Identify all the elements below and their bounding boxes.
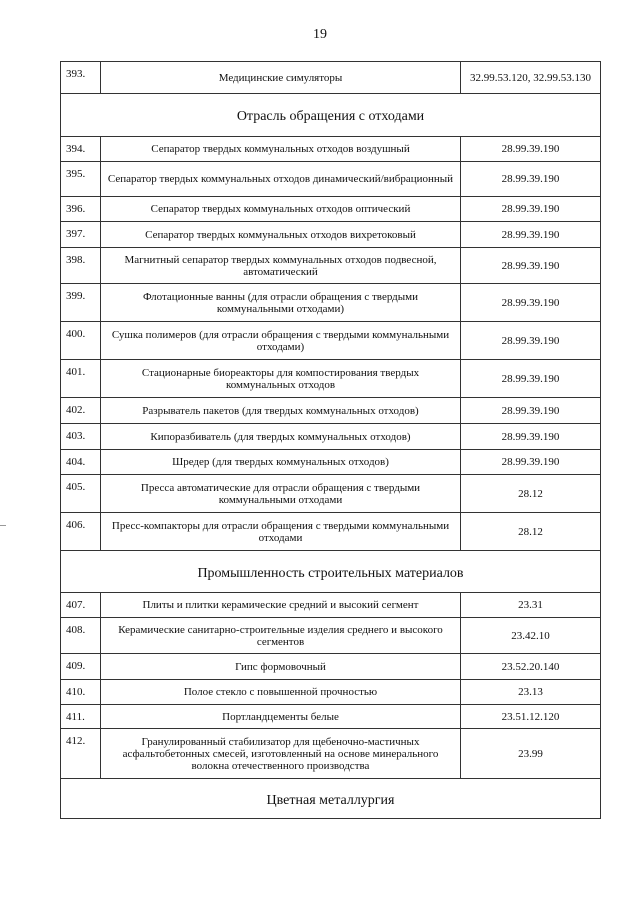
row-number: 394. xyxy=(61,137,101,162)
table-row xyxy=(61,705,601,729)
row-number: 401. xyxy=(61,360,101,398)
table-row xyxy=(61,618,601,654)
table-row xyxy=(61,248,601,284)
product-name: Сушка полимеров (для отрасли обращения с твердыми коммунальными отходами) xyxy=(101,322,461,360)
section-title: Промышленность строительных материалов xyxy=(61,551,601,593)
table-row xyxy=(61,654,601,680)
table-row xyxy=(61,680,601,705)
row-number: 395. xyxy=(61,162,101,197)
table-row xyxy=(61,162,601,197)
row-number: 398. xyxy=(61,248,101,284)
product-name: Гипс формовочный xyxy=(101,654,461,680)
table-row xyxy=(61,398,601,424)
okpd-code: 28.99.39.190 xyxy=(461,322,601,360)
table-row xyxy=(61,137,601,162)
product-name: Флотационные ванны (для отрасли обращения с твердыми коммунальными отходами) xyxy=(101,284,461,322)
row-number: 407. xyxy=(61,593,101,618)
okpd-code: 28.99.39.190 xyxy=(461,222,601,248)
table-row xyxy=(61,475,601,513)
okpd-code: 28.99.39.190 xyxy=(461,398,601,424)
section-title: Отрасль обращения с отходами xyxy=(61,94,601,137)
okpd-code: 23.99 xyxy=(461,729,601,779)
row-number: 402. xyxy=(61,398,101,424)
product-name: Плиты и плитки керамические средний и высокий сегмент xyxy=(101,593,461,618)
okpd-code: 28.99.39.190 xyxy=(461,360,601,398)
okpd-code: 28.12 xyxy=(461,513,601,551)
product-name: Пресс-компакторы для отрасли обращения с твердыми коммунальными отходами xyxy=(101,513,461,551)
okpd-code: 28.99.39.190 xyxy=(461,248,601,284)
product-name: Пресса автоматические для отрасли обращения с твердыми коммунальными отходами xyxy=(101,475,461,513)
product-name: Кипоразбиватель (для твердых коммунальных отходов) xyxy=(101,424,461,450)
row-number: 393. xyxy=(61,62,101,94)
product-name: Сепаратор твердых коммунальных отходов вихретоковый xyxy=(101,222,461,248)
okpd-code: 28.99.39.190 xyxy=(461,137,601,162)
page-number: 19 xyxy=(313,27,327,42)
okpd-code: 28.99.39.190 xyxy=(461,284,601,322)
table-row xyxy=(61,322,601,360)
okpd-code: 28.99.39.190 xyxy=(461,197,601,222)
products-table xyxy=(60,61,601,819)
row-number: 411. xyxy=(61,705,101,729)
row-number: 408. xyxy=(61,618,101,654)
product-name: Шредер (для твердых коммунальных отходов) xyxy=(101,450,461,475)
table-row xyxy=(61,284,601,322)
table-row xyxy=(61,729,601,779)
okpd-code: 32.99.53.120, 32.99.53.130 xyxy=(461,62,601,94)
okpd-code: 23.51.12.120 xyxy=(461,705,601,729)
row-number: 400. xyxy=(61,322,101,360)
okpd-code: 28.12 xyxy=(461,475,601,513)
product-name: Гранулированный стабилизатор для щебеночно-мастичных асфальтобетонных смесей, изготовленный на основе минерального волокна отечественного производства xyxy=(101,729,461,779)
table-row xyxy=(61,197,601,222)
okpd-code: 23.42.10 xyxy=(461,618,601,654)
row-number: 410. xyxy=(61,680,101,705)
product-name: Полое стекло с повышенной прочностью xyxy=(101,680,461,705)
products-table-container xyxy=(60,61,600,819)
okpd-code: 23.31 xyxy=(461,593,601,618)
product-name: Магнитный сепаратор твердых коммунальных отходов подвесной, автоматический xyxy=(101,248,461,284)
table-row xyxy=(61,222,601,248)
okpd-code: 23.52.20.140 xyxy=(461,654,601,680)
product-name: Керамические санитарно-строительные изделия среднего и высокого сегментов xyxy=(101,618,461,654)
row-number: 396. xyxy=(61,197,101,222)
row-number: 397. xyxy=(61,222,101,248)
okpd-code: 23.13 xyxy=(461,680,601,705)
table-row xyxy=(61,450,601,475)
table-row xyxy=(61,360,601,398)
table-row xyxy=(61,424,601,450)
okpd-code: 28.99.39.190 xyxy=(461,450,601,475)
table-row xyxy=(61,593,601,618)
row-number: 399. xyxy=(61,284,101,322)
row-number: 409. xyxy=(61,654,101,680)
products-table-body xyxy=(61,62,601,819)
row-number: 412. xyxy=(61,729,101,779)
row-number: 404. xyxy=(61,450,101,475)
product-name: Портландцементы белые xyxy=(101,705,461,729)
margin-mark xyxy=(0,525,6,526)
section-row xyxy=(61,779,601,819)
table-row xyxy=(61,513,601,551)
product-name: Стационарные биореакторы для компостирования твердых коммунальных отходов xyxy=(101,360,461,398)
row-number: 405. xyxy=(61,475,101,513)
row-number: 403. xyxy=(61,424,101,450)
product-name: Медицинские симуляторы xyxy=(101,62,461,94)
product-name: Сепаратор твердых коммунальных отходов динамический/вибрационный xyxy=(101,162,461,197)
row-number: 406. xyxy=(61,513,101,551)
section-row xyxy=(61,94,601,137)
okpd-code: 28.99.39.190 xyxy=(461,162,601,197)
okpd-code: 28.99.39.190 xyxy=(461,424,601,450)
section-row xyxy=(61,551,601,593)
product-name: Разрыватель пакетов (для твердых коммунальных отходов) xyxy=(101,398,461,424)
section-title: Цветная металлургия xyxy=(61,779,601,819)
table-row xyxy=(61,62,601,94)
product-name: Сепаратор твердых коммунальных отходов оптический xyxy=(101,197,461,222)
product-name: Сепаратор твердых коммунальных отходов воздушный xyxy=(101,137,461,162)
